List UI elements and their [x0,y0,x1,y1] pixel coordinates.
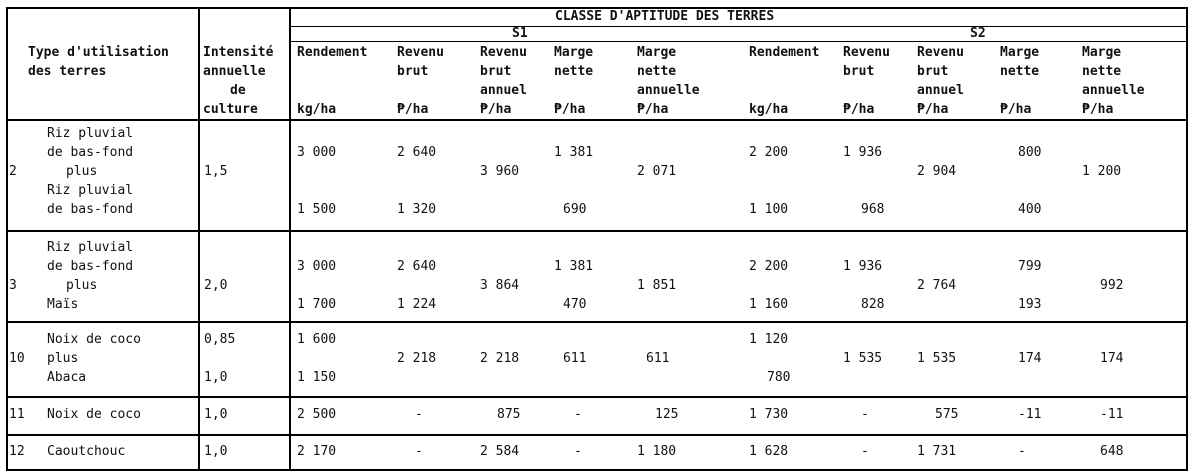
rule-row [6,230,1188,232]
s1-marge-nette: 611 [563,351,587,366]
s2-marge-unit: ₱/ha [1000,102,1032,117]
row-number: 3 [9,278,17,293]
s1-marge-nette: 1 381 [554,145,594,160]
s1-marge-nette-annuelle: 2 071 [637,164,677,179]
s1-revenu-brut: - [415,407,423,422]
s1-rendement: 2 500 [297,407,337,422]
s1-revenu-brut: 2 640 [397,145,437,160]
s2-revenu-brut: - [861,407,869,422]
s1-label: S1 [512,26,528,41]
s1-rendement: 1 600 [297,332,337,347]
row-number: 10 [9,351,25,366]
s2-rendement-unit: kg/ha [749,102,789,117]
row-number: 11 [9,407,25,422]
s1-revenu-brut-annuel: 3 864 [480,278,520,293]
class-title: CLASSE D'APTITUDE DES TERRES [555,9,775,24]
land-use-type: plus [66,278,98,293]
s2-revenu-brut-annuel: 1 535 [917,351,957,366]
s1-revenu-brut-annuel: 3 960 [480,164,520,179]
s1-mna-header: Marge [637,45,677,60]
s1-revenu-brut: - [415,444,423,459]
s2-revenu-brut-annuel: 2 764 [917,278,957,293]
s2-mna-header: nette [1082,64,1122,79]
rule-col [198,7,200,471]
rule-header-bottom [6,119,1188,121]
s2-revenu-brut-header: Revenu [843,45,890,60]
s2-rendement: 1 160 [749,297,789,312]
s1-revenu-brut-unit: ₱/ha [397,102,429,117]
s1-marge-nette: 690 [563,202,587,217]
s1-marge-nette-annuelle: 125 [655,407,679,422]
s1-rendement-header: Rendement [297,45,368,60]
intensity-value: 1,5 [204,164,228,179]
s2-marge-nette-annuelle: -11 [1100,407,1124,422]
row-number: 2 [9,164,17,179]
land-use-type: Noix de coco [47,407,141,422]
rule-right [1186,7,1188,471]
land-use-type: Caoutchouc [47,444,126,459]
s2-rendement: 2 200 [749,259,789,274]
s2-revenu-brut: 1 535 [843,351,883,366]
s2-marge-nette: 799 [1018,259,1042,274]
type-header: Type d'utilisation [28,45,169,60]
land-use-type: de bas-fond [47,259,134,274]
rule-bottom [6,469,1188,471]
s1-marge-nette: 1 381 [554,259,594,274]
s1-marge-nette-annuelle: 1 851 [637,278,677,293]
s2-marge-nette: 193 [1018,297,1042,312]
s2-revenu-brut: 828 [861,297,885,312]
s2-revenu-brut: 1 936 [843,145,883,160]
s2-marge-nette: -11 [1018,407,1042,422]
s2-marge-nette-annuelle: 648 [1100,444,1124,459]
s2-rba-unit: ₱/ha [917,102,949,117]
s2-rendement: 1 100 [749,202,789,217]
s2-marge-nette: 800 [1018,145,1042,160]
type-header: des terres [28,64,107,79]
s2-marge-header: nette [1000,64,1040,79]
s2-revenu-brut-header: brut [843,64,875,79]
s1-marge-nette: - [574,407,582,422]
s2-mna-header: Marge [1082,45,1122,60]
rule-col [289,7,291,471]
s1-revenu-brut: 1 224 [397,297,437,312]
s1-mna-header: annuelle [637,83,700,98]
s1-revenu-brut-annuel: 875 [497,407,521,422]
intensity-value: 1,0 [204,407,228,422]
s1-rendement: 1 500 [297,202,337,217]
land-use-type: Maïs [47,297,79,312]
s1-marge-nette: 470 [563,297,587,312]
s1-rendement: 3 000 [297,145,337,160]
land-use-type: Riz pluvial [47,240,134,255]
s1-rendement: 1 150 [297,370,337,385]
s1-revenu-brut-header: Revenu [397,45,444,60]
s1-marge-unit: ₱/ha [554,102,586,117]
intensity-value: 1,0 [204,370,228,385]
s2-revenu-brut-annuel: 1 731 [917,444,957,459]
s2-rendement: 1 120 [749,332,789,347]
land-use-type: Riz pluvial [47,126,134,141]
s1-rendement-unit: kg/ha [297,102,337,117]
s1-marge-nette: - [574,444,582,459]
s2-rendement-header: Rendement [749,45,820,60]
intensity-value: 0,85 [204,332,236,347]
s1-rendement: 2 170 [297,444,337,459]
rule-under-class [289,26,1188,27]
rule-row [6,434,1188,436]
intensity-value: 1,0 [204,444,228,459]
s1-rba-header: annuel [480,83,527,98]
s2-rendement: 1 730 [749,407,789,422]
s2-revenu-brut: - [861,444,869,459]
row-number: 12 [9,444,25,459]
s1-rba-header: Revenu [480,45,527,60]
intensity-header: de [230,83,246,98]
intensity-header: culture [203,102,258,117]
land-use-type: de bas-fond [47,145,134,160]
s2-marge-nette: - [1018,444,1026,459]
rule-row [6,321,1188,323]
s1-marge-header: Marge [554,45,594,60]
s1-marge-nette-annuelle: 611 [646,351,670,366]
s2-marge-header: Marge [1000,45,1040,60]
s1-rba-header: brut [480,64,512,79]
s1-mna-unit: ₱/ha [637,102,669,117]
s1-revenu-brut: 1 320 [397,202,437,217]
s2-marge-nette: 174 [1018,351,1042,366]
s2-revenu-brut: 968 [861,202,885,217]
rule-row [6,396,1188,398]
land-use-type: plus [47,351,79,366]
land-use-type: Riz pluvial [47,183,134,198]
s2-rendement: 2 200 [749,145,789,160]
rule-left [6,7,8,471]
s2-rba-header: annuel [917,83,964,98]
s2-marge-nette-annuelle: 992 [1100,278,1124,293]
s2-revenu-brut-annuel: 2 904 [917,164,957,179]
s1-marge-header: nette [554,64,594,79]
s1-revenu-brut-annuel: 2 218 [480,351,520,366]
land-use-type: de bas-fond [47,202,134,217]
s2-mna-unit: ₱/ha [1082,102,1114,117]
intensity-header: annuelle [203,64,266,79]
land-use-type: plus [66,164,98,179]
s2-marge-nette-annuelle: 174 [1100,351,1124,366]
s2-rendement: 780 [767,370,791,385]
s1-revenu-brut-header: brut [397,64,429,79]
s2-rba-header: brut [917,64,949,79]
s1-marge-nette-annuelle: 1 180 [637,444,677,459]
s2-revenu-brut-annuel: 575 [935,407,959,422]
s2-marge-nette-annuelle: 1 200 [1082,164,1122,179]
s2-mna-header: annuelle [1082,83,1145,98]
s2-revenu-brut-unit: ₱/ha [843,102,875,117]
s1-rendement: 1 700 [297,297,337,312]
s1-rba-unit: ₱/ha [480,102,512,117]
s2-revenu-brut: 1 936 [843,259,883,274]
s2-label: S2 [970,26,986,41]
s1-revenu-brut: 2 218 [397,351,437,366]
rule-under-s [289,41,1188,42]
intensity-header: Intensité [203,45,274,60]
land-use-type: Abaca [47,370,87,385]
s1-revenu-brut: 2 640 [397,259,437,274]
s2-rba-header: Revenu [917,45,964,60]
s1-mna-header: nette [637,64,677,79]
s2-marge-nette: 400 [1018,202,1042,217]
land-use-type: Noix de coco [47,332,141,347]
s2-rendement: 1 628 [749,444,789,459]
s1-revenu-brut-annuel: 2 584 [480,444,520,459]
intensity-value: 2,0 [204,278,228,293]
s1-rendement: 3 000 [297,259,337,274]
